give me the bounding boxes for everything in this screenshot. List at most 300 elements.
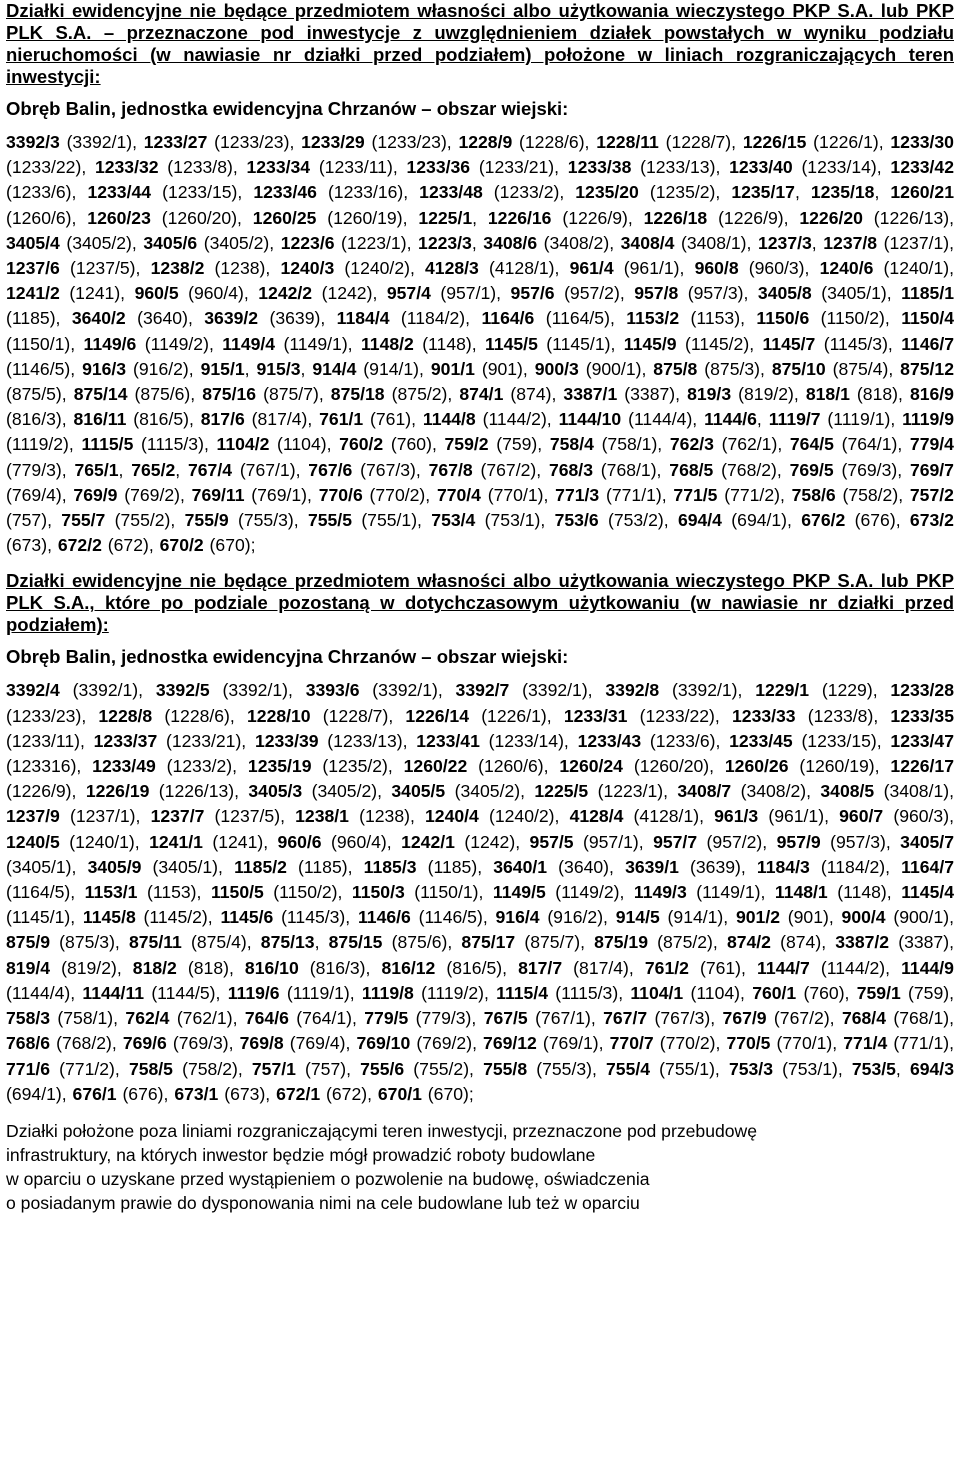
parcel-number: 753/4: [431, 510, 476, 531]
parcel-origin: (816/3),: [298, 957, 382, 978]
parcel-origin: (771/1),: [599, 484, 674, 505]
parcel-origin: (3408/2),: [537, 232, 621, 253]
parcel-origin: (771/1),: [887, 1033, 954, 1054]
section-remaining-parcels: [6, 570, 954, 1106]
parcel-origin: (1226/9),: [6, 781, 86, 802]
parcel-origin: (1233/21),: [470, 157, 568, 178]
parcel-number: 1225/1: [418, 207, 473, 228]
parcel-origin: (3405/2),: [59, 232, 144, 253]
parcel-number: 753/6: [554, 510, 599, 531]
parcel-number: 1233/36: [406, 157, 471, 178]
parcel-number: 753/5: [851, 1058, 896, 1079]
parcel-number: 874/2: [726, 932, 771, 953]
parcel-origin: (1149/1),: [686, 882, 775, 903]
parcel-origin: (670);: [421, 1083, 474, 1104]
parcel-number: 3392/4: [6, 680, 60, 701]
parcel-origin: (1115/3),: [548, 982, 631, 1003]
parcel-number: 816/11: [73, 409, 127, 430]
parcel-origin: (816/5),: [126, 409, 201, 430]
parcel-number: 767/5: [483, 1008, 528, 1029]
parcel-origin: (694/1),: [6, 1083, 73, 1104]
parcel-origin: ,: [895, 1058, 910, 1079]
parcel-origin: (1146/5),: [6, 358, 83, 379]
parcel-number: 1240/4: [425, 806, 479, 827]
parcel-number: 1233/43: [577, 730, 642, 751]
parcel-origin: (901),: [780, 907, 842, 928]
parcel-origin: (767/1),: [232, 459, 309, 480]
parcel-origin: (3392/1),: [59, 132, 144, 152]
parcel-number: 676/2: [801, 510, 846, 531]
parcel-number: 3392/5: [155, 680, 210, 701]
parcel-number: 670/2: [159, 535, 204, 556]
parcel-origin: (1119/1),: [820, 409, 903, 430]
parcel-number: 1144/8: [422, 409, 476, 430]
parcel-number: 779/5: [364, 1008, 409, 1029]
parcel-number: 1240/6: [819, 258, 874, 279]
parcel-origin: (3405/1),: [811, 283, 902, 304]
parcel-number: 768/4: [841, 1008, 886, 1029]
parcel-origin: (875/2),: [647, 932, 727, 953]
parcel-number: 768/3: [548, 459, 593, 480]
parcel-origin: (779/3),: [6, 459, 75, 480]
parcel-origin: (1104),: [683, 982, 753, 1003]
parcel-origin: (1233/15),: [792, 730, 891, 751]
parcel-origin: (1185),: [286, 856, 364, 877]
parcel-number: 3393/6: [305, 680, 360, 701]
parcel-number: 817/7: [518, 957, 563, 978]
parcel-origin: (875/7),: [515, 932, 595, 953]
parcel-number: 875/11: [128, 932, 182, 953]
parcel-number: 3408/7: [677, 781, 732, 802]
parcel-origin: (1238),: [204, 258, 281, 279]
parcel-origin: (1241),: [59, 283, 135, 304]
parcel-origin: (1148),: [413, 333, 486, 354]
parcel-origin: (779/3),: [408, 1008, 484, 1029]
parcel-origin: (757),: [295, 1058, 361, 1079]
parcel-number: 1237/8: [823, 232, 878, 253]
parcel-origin: (1145/1),: [537, 333, 624, 354]
parcel-number: 758/5: [128, 1058, 173, 1079]
parcel-origin: (3392/1),: [359, 680, 456, 701]
parcel-number: 875/13: [260, 932, 315, 953]
parcel-origin: (1185),: [6, 308, 72, 329]
parcel-number: 875/19: [594, 932, 648, 953]
parcel-number: 1226/17: [890, 756, 955, 777]
parcel-origin: (1233/14),: [479, 730, 578, 751]
parcel-origin: (1233/13),: [631, 157, 730, 178]
parcel-number: 957/7: [653, 831, 698, 852]
parcel-origin: ,: [118, 459, 132, 480]
parcel-origin: (770/2),: [362, 484, 437, 505]
parcel-number: 1144/6: [704, 409, 757, 430]
parcel-number: 957/6: [510, 283, 555, 304]
parcel-number: 960/5: [134, 283, 179, 304]
parcel-number: 673/1: [174, 1083, 219, 1104]
parcel-number: 3392/8: [605, 680, 660, 701]
parcel-origin: (875/4),: [825, 358, 901, 379]
parcel-origin: (760),: [383, 434, 445, 455]
parcel-origin: (875/3),: [50, 932, 129, 953]
parcel-origin: (1240/1),: [873, 258, 954, 279]
parcel-number: 1119/9: [902, 409, 954, 430]
parcel-origin: (769/3),: [166, 1033, 240, 1054]
parcel-number: 1229/1: [755, 680, 810, 701]
parcel-number: 1119/8: [361, 982, 414, 1003]
parcel-number: 767/8: [428, 459, 473, 480]
parcel-origin: (1226/9),: [707, 207, 800, 228]
parcel-number: 1233/42: [890, 157, 955, 178]
parcel-number: 1144/10: [558, 409, 622, 430]
parcel-origin: (771/2),: [50, 1058, 129, 1079]
parcel-origin: (3408/1),: [674, 232, 758, 253]
parcel-origin: (755/2),: [404, 1058, 484, 1079]
parcel-number: 1242/2: [258, 283, 313, 304]
parcel-origin: (1235/2),: [311, 756, 404, 777]
parcel-number: 1185/3: [363, 856, 417, 877]
parcel-number: 900/4: [841, 907, 886, 928]
parcel-number: 759/1: [856, 982, 901, 1003]
parcel-number: 673/2: [909, 510, 954, 531]
parcel-origin: (1237/1),: [877, 232, 955, 253]
parcel-origin: (753/2),: [598, 510, 678, 531]
parcel-number: 915/1: [200, 358, 245, 379]
parcel-origin: (875/4),: [181, 932, 261, 953]
parcel-origin: (818),: [849, 384, 910, 405]
parcel-number: 1104/2: [216, 434, 270, 455]
parcel-origin: (1184/2),: [809, 856, 902, 877]
parcel-number: 1235/17: [731, 182, 795, 203]
parcel-origin: (769/2),: [410, 1033, 484, 1054]
parcel-origin: (1233/22),: [6, 157, 95, 178]
parcel-number: 1119/7: [768, 409, 821, 430]
parcel-number: 768/6: [6, 1033, 51, 1054]
parcel-origin: (1233/23),: [6, 705, 99, 726]
parcel-origin: (1233/23),: [207, 132, 302, 152]
parcel-number: 758/4: [549, 434, 594, 455]
parcel-origin: (1233/11),: [6, 730, 94, 751]
parcel-origin: (1226/9),: [551, 207, 644, 228]
parcel-origin: (1233/6),: [641, 730, 730, 751]
parcel-origin: (1233/6),: [6, 182, 88, 203]
parcel-number: 758/3: [6, 1008, 51, 1029]
parcel-number: 960/7: [839, 806, 884, 827]
parcel-number: 1145/7: [762, 333, 816, 354]
parcel-origin: (755/1),: [351, 510, 432, 531]
parcel-number: 760/2: [339, 434, 384, 455]
parcel-number: 1185/2: [234, 856, 287, 877]
parcel-number: 765/1: [74, 459, 119, 480]
parcel-number: 1237/9: [6, 806, 60, 827]
parcel-origin: (916/2),: [539, 907, 616, 928]
parcel-number: 1260/24: [559, 756, 623, 777]
parcel-origin: (123316),: [6, 756, 93, 777]
parcel-number: 769/6: [122, 1033, 167, 1054]
parcel-origin: (817/4),: [244, 409, 320, 430]
parcel-number: 875/18: [330, 384, 385, 405]
parcel-number: 1260/26: [724, 756, 789, 777]
parcel-origin: (769/3),: [833, 459, 910, 480]
parcel-number: 1149/4: [222, 333, 276, 354]
parcel-number: 1233/27: [143, 132, 208, 152]
parcel-origin: (3639),: [258, 308, 337, 329]
parcel-number: 874/1: [459, 384, 504, 405]
parcel-number: 769/5: [789, 459, 834, 480]
parcel-number: 1238/2: [150, 258, 205, 279]
parcel-number: 961/3: [714, 806, 759, 827]
parcel-origin: (1104),: [269, 434, 340, 455]
parcel-origin: (755/3),: [228, 510, 308, 531]
parcel-origin: (673),: [6, 535, 58, 556]
parcel-origin: (901),: [474, 358, 535, 379]
section-heading: Działki ewidencyjne nie będące przedmiotem własności albo użytkowania wieczystego PKP S.A. lub PKP PLK S.A. – przeznaczone pod inwestycje z uwzględnieniem działek powstałych w wyniku podziału nieruchomości (w nawiasie nr działki przed podziałem) położone w liniach rozgraniczających teren inwestycji:: [6, 0, 954, 87]
parcel-origin: (672),: [320, 1083, 378, 1104]
parcel-origin: (1226/13),: [149, 781, 249, 802]
parcel-number: 916/4: [495, 907, 540, 928]
parcel-number: 767/7: [603, 1008, 648, 1029]
parcel-number: 1164/7: [901, 856, 955, 877]
parcel-origin: (1237/5),: [204, 806, 296, 827]
footer-line: infrastruktury, na których inwestor będzie mógł prowadzić roboty budowlane: [6, 1144, 596, 1165]
parcel-number: 1104/1: [630, 982, 684, 1003]
parcel-origin: ,: [244, 358, 257, 379]
parcel-origin: (755/3),: [527, 1058, 607, 1079]
parcel-origin: (1260/6),: [6, 207, 88, 228]
parcel-number: 767/9: [722, 1008, 767, 1029]
parcel-origin: (676),: [845, 510, 910, 531]
parcel-number: 759/2: [444, 434, 489, 455]
parcel-number: 1235/18: [810, 182, 875, 203]
parcel-number: 1223/6: [280, 232, 335, 253]
parcel-number: 755/8: [483, 1058, 528, 1079]
parcel-number: 770/5: [726, 1033, 771, 1054]
parcel-origin: (1164/5),: [534, 308, 627, 329]
parcel-number: 1241/2: [6, 283, 60, 304]
parcel-origin: (1260/6),: [467, 756, 560, 777]
parcel-origin: (768/1),: [592, 459, 670, 480]
parcel-origin: (1150/1),: [404, 882, 493, 903]
parcel-number: 1148/2: [360, 333, 414, 354]
parcel-number: 816/9: [909, 384, 954, 405]
parcel-number: 1164/6: [481, 308, 535, 329]
parcel-origin: (753/1),: [772, 1058, 852, 1079]
parcel-origin: (1144/2),: [809, 957, 902, 978]
parcel-number: 3387/2: [835, 932, 890, 953]
parcel-origin: (768/2),: [50, 1033, 123, 1054]
parcel-origin: (1223/1),: [588, 781, 678, 802]
parcel-number: 1145/8: [82, 907, 136, 928]
parcel-origin: (1145/2),: [135, 907, 221, 928]
parcel-origin: (759),: [488, 434, 550, 455]
parcel-number: 760/1: [752, 982, 797, 1003]
parcel-list: [6, 130, 954, 558]
parcel-origin: ,: [472, 207, 488, 228]
parcel-number: 875/15: [328, 932, 383, 953]
parcel-origin: (767/3),: [352, 459, 429, 480]
parcel-number: 1233/44: [87, 182, 152, 203]
parcel-number: 957/9: [776, 831, 821, 852]
parcel-origin: (1144/2),: [475, 409, 559, 430]
parcel-origin: (817/4),: [562, 957, 645, 978]
parcel-origin: (1237/1),: [59, 806, 151, 827]
parcel-number: 4128/4: [569, 806, 624, 827]
parcel-number: 771/3: [555, 484, 600, 505]
parcel-number: 875/12: [900, 358, 954, 379]
parcel-origin: (1119/2),: [6, 434, 82, 455]
parcel-number: 755/5: [307, 510, 352, 531]
parcel-number: 764/6: [244, 1008, 289, 1029]
parcel-origin: (961/1),: [613, 258, 695, 279]
parcel-origin: (1228/7),: [658, 132, 743, 152]
parcel-origin: (1145/3),: [273, 907, 358, 928]
parcel-number: 957/5: [529, 831, 574, 852]
parcel-origin: (1233/2),: [155, 756, 248, 777]
parcel-origin: (3392/1),: [209, 680, 306, 701]
parcel-number: 761/2: [644, 957, 689, 978]
parcel-origin: (3640),: [547, 856, 626, 877]
parcel-origin: (767/2),: [766, 1008, 842, 1029]
parcel-number: 915/3: [256, 358, 301, 379]
parcel-number: 1225/5: [534, 781, 589, 802]
parcel-origin: (900/1),: [578, 358, 654, 379]
parcel-number: 1241/1: [149, 831, 203, 852]
parcel-number: 3408/4: [620, 232, 675, 253]
parcel-origin: (1153),: [679, 308, 757, 329]
parcel-number: 1145/4: [901, 882, 955, 903]
parcel-number: 769/10: [356, 1033, 411, 1054]
parcel-number: 1233/47: [890, 730, 955, 751]
parcel-number: 816/10: [244, 957, 299, 978]
parcel-origin: (1233/14),: [792, 157, 891, 178]
parcel-origin: (900/1),: [885, 907, 954, 928]
parcel-number: 1153/2: [626, 308, 680, 329]
parcel-number: 819/3: [687, 384, 732, 405]
parcel-number: 1223/3: [418, 232, 472, 253]
parcel-number: 1242/1: [401, 831, 455, 852]
parcel-origin: (1240/2),: [478, 806, 570, 827]
parcel-origin: (1238),: [348, 806, 426, 827]
parcel-number: 770/6: [318, 484, 363, 505]
parcel-number: 758/6: [791, 484, 836, 505]
parcel-origin: (875/6),: [382, 932, 462, 953]
parcel-origin: (771/2),: [717, 484, 792, 505]
parcel-number: 1233/49: [92, 756, 156, 777]
parcel-origin: (1145/2),: [676, 333, 763, 354]
parcel-number: 1150/4: [901, 308, 955, 329]
parcel-number: 1233/45: [729, 730, 793, 751]
parcel-number: 3640/2: [71, 308, 126, 329]
parcel-number: 900/3: [534, 358, 579, 379]
parcel-number: 1233/38: [567, 157, 632, 178]
parcel-number: 1185/1: [901, 283, 954, 304]
parcel-number: 1150/5: [210, 882, 264, 903]
parcel-number: 3640/1: [493, 856, 548, 877]
parcel-origin: (874),: [770, 932, 836, 953]
parcel-origin: ,: [794, 182, 811, 203]
section-investment-parcels: [6, 0, 954, 558]
cadastral-unit-title: Obręb Balin, jednostka ewidencyjna Chrzanów – obszar wiejski:: [6, 98, 569, 119]
parcel-origin: (3405/1),: [6, 856, 88, 877]
parcel-origin: (676),: [116, 1083, 175, 1104]
parcel-number: 875/10: [771, 358, 826, 379]
parcel-number: 765/2: [131, 459, 176, 480]
parcel-origin: (672),: [101, 535, 160, 556]
parcel-number: 1184/4: [336, 308, 390, 329]
parcel-origin: (957/1),: [573, 831, 654, 852]
parcel-origin: (3405/2),: [302, 781, 392, 802]
parcel-number: 875/14: [73, 384, 128, 405]
parcel-number: 1233/46: [253, 182, 317, 203]
parcel-number: 1226/18: [643, 207, 708, 228]
parcel-number: 1226/20: [799, 207, 863, 228]
parcel-origin: (819/2),: [50, 957, 133, 978]
footer-line: Działki położone poza liniami rozgraniczającymi teren inwestycji, przeznaczone pod przebudowę: [6, 1120, 758, 1141]
parcel-origin: (1115/3),: [133, 434, 217, 455]
parcel-origin: (694/1),: [721, 510, 802, 531]
parcel-number: 779/4: [909, 434, 954, 455]
parcel-origin: (767/2),: [472, 459, 549, 480]
parcel-origin: (957/2),: [554, 283, 635, 304]
parcel-origin: (3392/1),: [509, 680, 606, 701]
parcel-origin: (957/3),: [820, 831, 901, 852]
parcel-number: 961/4: [569, 258, 614, 279]
parcel-origin: (1260/19),: [788, 756, 891, 777]
parcel-origin: (960/3),: [883, 806, 954, 827]
parcel-number: 1150/6: [756, 308, 810, 329]
parcel-number: 1226/16: [487, 207, 552, 228]
parcel-origin: (755/2),: [105, 510, 185, 531]
parcel-origin: (769/1),: [536, 1033, 610, 1054]
parcel-origin: (758/2),: [172, 1058, 252, 1079]
parcel-origin: (770/2),: [653, 1033, 727, 1054]
parcel-number: 1233/32: [94, 157, 159, 178]
parcel-number: 1148/1: [774, 882, 828, 903]
parcel-number: 1150/3: [351, 882, 405, 903]
parcel-origin: (875/6),: [127, 384, 203, 405]
parcel-origin: (759),: [900, 982, 954, 1003]
parcel-number: 762/4: [125, 1008, 170, 1029]
parcel-number: 1233/35: [890, 705, 955, 726]
parcel-origin: (3408/2),: [731, 781, 821, 802]
parcel-origin: (960/3),: [738, 258, 820, 279]
parcel-number: 3408/5: [820, 781, 875, 802]
parcel-number: 670/1: [377, 1083, 422, 1104]
parcel-number: 3405/6: [143, 232, 198, 253]
parcel-number: 770/7: [609, 1033, 654, 1054]
parcel-number: 1237/6: [6, 258, 60, 279]
parcel-origin: (1241),: [202, 831, 278, 852]
parcel-number: 1233/37: [93, 730, 158, 751]
parcel-number: 817/6: [200, 409, 245, 430]
parcel-origin: (1260/19),: [316, 207, 419, 228]
parcel-origin: (764/1),: [833, 434, 910, 455]
parcel-number: 1226/15: [742, 132, 807, 152]
parcel-origin: (761),: [363, 409, 423, 430]
parcel-number: 755/7: [61, 510, 106, 531]
parcel-number: 957/8: [634, 283, 679, 304]
parcel-origin: (770/1),: [480, 484, 556, 505]
parcel-number: 1228/11: [596, 132, 659, 152]
parcel-number: 960/8: [694, 258, 739, 279]
parcel-number: 875/16: [202, 384, 257, 405]
parcel-origin: (1149/1),: [275, 333, 361, 354]
parcel-origin: (1242),: [312, 283, 387, 304]
parcel-number: 1115/4: [496, 982, 549, 1003]
parcel-origin: (960/4),: [178, 283, 259, 304]
parcel-number: 694/3: [909, 1058, 954, 1079]
parcel-origin: (3387),: [617, 384, 688, 405]
parcel-number: 1149/5: [492, 882, 546, 903]
parcel-number: 771/4: [843, 1033, 888, 1054]
